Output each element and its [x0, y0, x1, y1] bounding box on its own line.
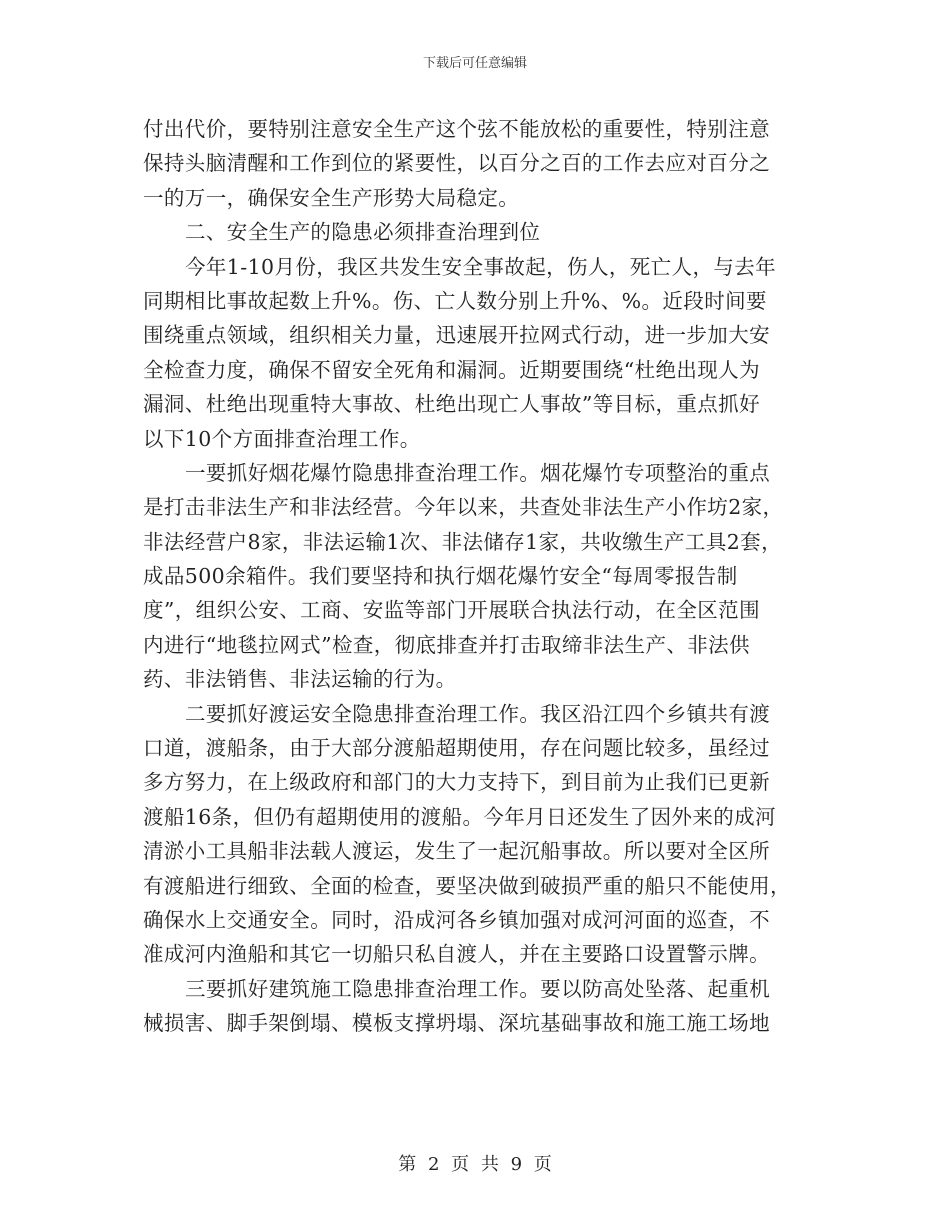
text-line: 全检查力度，确保不留安全死角和漏洞。近期要围绕“杜绝出现人为	[143, 357, 760, 382]
document-body	[143, 112, 823, 1041]
text-line: 漏洞、杜绝出现重特大事故、杜绝出现亡人事故”等目标，重点抓好	[143, 392, 760, 417]
text-line: 付出代价，要特别注意安全生产这个弦不能放松的重要性，特别注意	[143, 117, 770, 141]
text-line: 械损害、脚手架倒塌、模板支撑坍塌、深坑基础事故和施工施工场地	[143, 1011, 770, 1036]
text-line: 非法经营户8家，非法运输1次、非法储存1家，共收缴生产工具2套，	[143, 529, 782, 554]
text-line: 内进行“地毯拉网式”检查，彻底排查并打击取缔非法生产、非法供	[143, 632, 750, 657]
text-line: 度”，组织公安、工商、安监等部门开展联合执法行动，在全区范围	[143, 598, 760, 623]
text-line: 以下10个方面排查治理工作。	[143, 426, 421, 451]
text-line: 是打击非法生产和非法经营。今年以来，共查处非法生产小作坊2家，	[143, 495, 784, 520]
text-line: 一要抓好烟花爆竹隐患排查治理工作。烟花爆竹专项整治的重点	[185, 460, 771, 485]
text-line: 确保水上交通安全。同时，沿成河各乡镇加强对成河河面的巡查，不	[143, 907, 770, 932]
text-line: 口道，渡船条，由于大部分渡船超期使用，存在问题比较多，虽经过	[143, 736, 770, 761]
text-line: 同期相比事故起数上升%。伤、亡人数分别上升%、%。近段时间要	[143, 288, 767, 313]
text-line: 三要抓好建筑施工隐患排查治理工作。要以防高处坠落、起重机	[185, 976, 771, 1001]
text-line: 围绕重点领域，组织相关力量，迅速展开拉网式行动，进一步加大安	[143, 323, 770, 348]
text-line: 准成河内渔船和其它一切船只私自渡人，并在主要路口设置警示牌。	[143, 942, 770, 967]
page-header: 下载后可任意编辑	[422, 56, 527, 71]
text-line: 保持头脑清醒和工作到位的紧要性，以百分之百的工作去应对百分之	[143, 151, 770, 176]
text-line: 二要抓好渡运安全隐患排查治理工作。我区沿江四个乡镇共有渡	[185, 701, 771, 726]
text-line: 药、非法销售、非法运输的行为。	[143, 667, 457, 692]
text-line: 多方努力，在上级政府和部门的大力支持下，到目前为止我们已更新	[143, 770, 770, 795]
text-line: 清淤小工具船非法载人渡运，发生了一起沉船事故。所以要对全区所	[143, 839, 770, 864]
text-line: 成品500余箱件。我们要坚持和执行烟花爆竹安全“每周零报告制	[143, 564, 738, 589]
text-line: 渡船16条，但仍有超期使用的渡船。今年月日还发生了因外来的成河	[143, 804, 776, 829]
section-heading: 二、安全生产的隐患必须排查治理到位	[185, 220, 541, 245]
text-line: 今年1-10月份，我区共发生安全事故起，伤人，死亡人，与去年	[185, 254, 777, 279]
text-line: 一的万一，确保安全生产形势大局稳定。	[143, 185, 520, 210]
text-line: 有渡船进行细致、全面的检查，要坚决做到破损严重的船只不能使用，	[143, 873, 791, 898]
page-number-footer: 第 2 页 共 9 页	[398, 1154, 552, 1175]
